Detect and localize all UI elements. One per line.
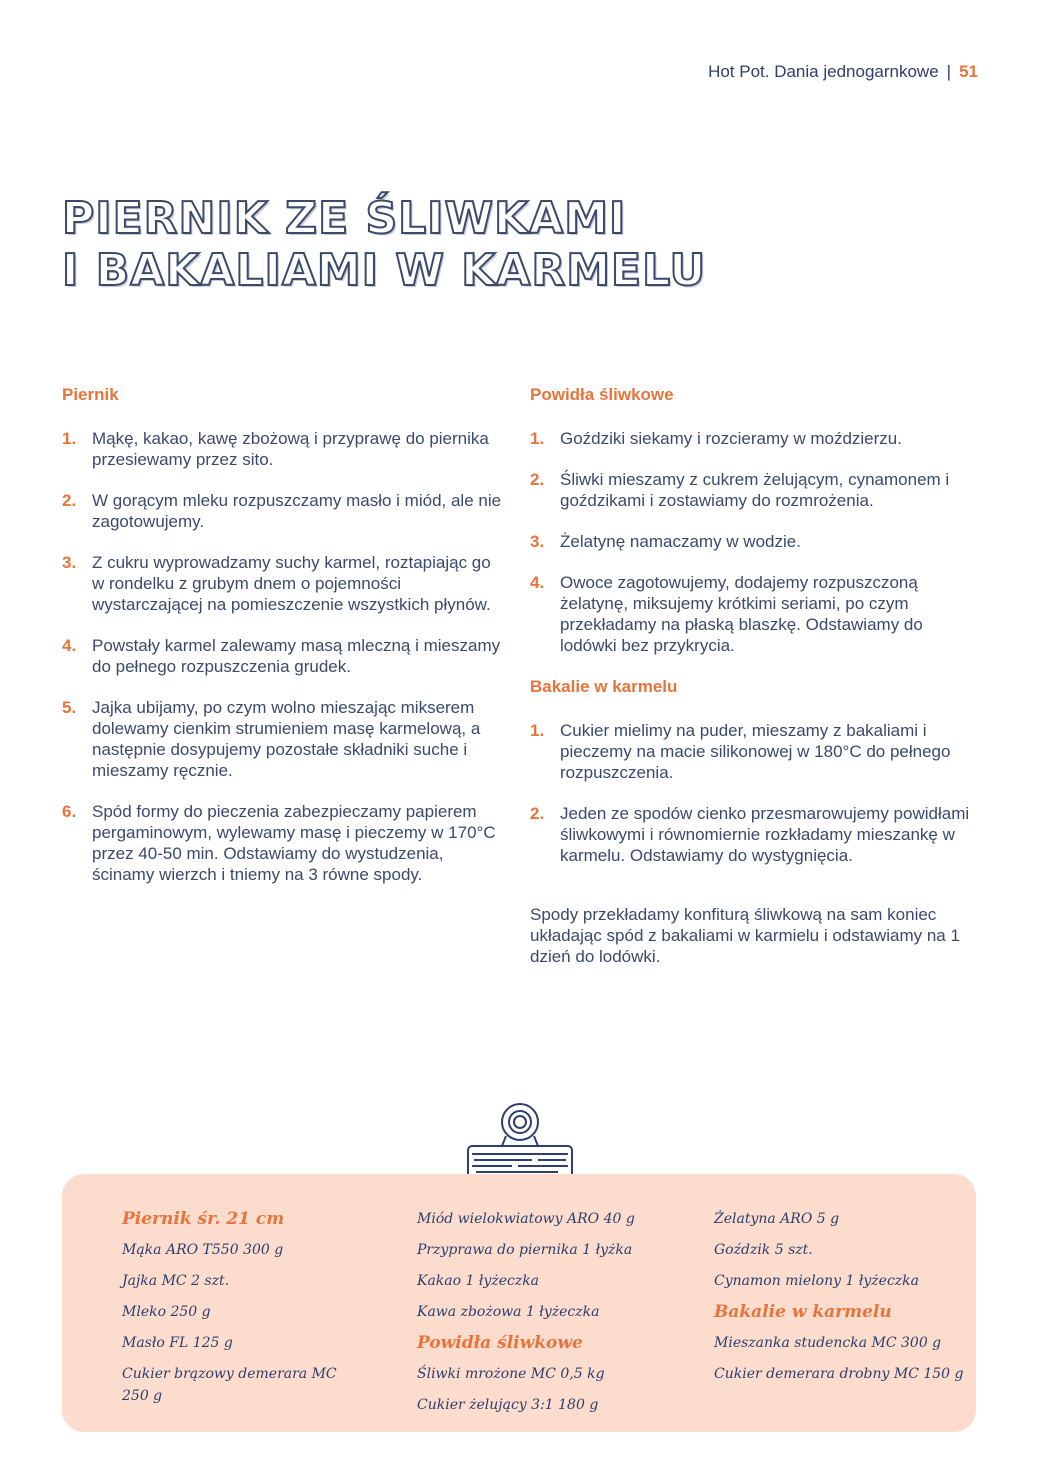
- header-separator: |: [946, 62, 952, 81]
- step: [530, 803, 975, 866]
- step-number: 1.: [530, 721, 545, 740]
- ingredients-column-1: [122, 1208, 352, 1416]
- step-number: 2.: [530, 804, 545, 823]
- step: [530, 572, 975, 656]
- closing-paragraph: Spody przekładamy konfiturą śliwkową na sam koniec układając spód z bakaliami w karmielu i odstawiamy na 1 dzień do lodówki.: [530, 905, 960, 966]
- step-number: 3.: [530, 532, 545, 551]
- step: [530, 531, 975, 552]
- step-text: Spód formy do pieczenia zabezpieczamy papierem pergaminowym, wylewamy masę i pieczemy w 170°C przez 40-50 min. Odstawiamy do wystudzenia, ścinamy wierzch i tniemy na 3 równe spody.: [92, 802, 496, 884]
- step-text: Z cukru wyprowadzamy suchy karmel, roztapiając go w rondelku z grubym dnem o pojemności wystarczającej na pomieszczenie wszystkich płynów.: [92, 553, 491, 614]
- ingredients-heading: Bakalie w karmelu: [714, 1302, 892, 1322]
- step-number: 1.: [62, 429, 77, 448]
- step-text: Goździki siekamy i rozcieramy w moździerzu.: [560, 429, 902, 448]
- ingredient-item: Miód wielokwiatowy ARO 40 g: [417, 1211, 635, 1227]
- page-header: [708, 62, 978, 82]
- ingredient-item: Cukier brązowy demerara MC 250 g: [122, 1366, 337, 1404]
- ingredient-item: Kakao 1 łyżeczka: [417, 1273, 540, 1289]
- step-number: 5.: [62, 698, 77, 717]
- ingredients-heading: Piernik śr. 21 cm: [122, 1209, 285, 1229]
- step-text: Śliwki mieszamy z cukrem żelującym, cynamonem i goździkami i zostawiamy do rozmrożenia.: [560, 470, 950, 510]
- step: [62, 697, 507, 781]
- ingredient-item: Mleko 250 g: [122, 1304, 211, 1320]
- ingredient-item: Żelatyna ARO 5 g: [714, 1211, 840, 1227]
- ingredients-heading: Powidła śliwkowe: [417, 1333, 583, 1353]
- step: [530, 428, 975, 449]
- step-number: 4.: [530, 573, 545, 592]
- left-column: [62, 384, 507, 905]
- ingredient-item: Kawa zbożowa 1 łyżeczka: [417, 1304, 600, 1320]
- step-number: 4.: [62, 636, 77, 655]
- step-number: 1.: [530, 429, 545, 448]
- steps-piernik: [62, 428, 507, 885]
- right-column: [530, 384, 975, 967]
- step: [62, 552, 507, 615]
- step: [62, 635, 507, 677]
- page-number: 51: [959, 62, 978, 81]
- book-title: Hot Pot. Dania jednogarnkowe: [708, 62, 939, 81]
- steps-powidla: [530, 428, 975, 656]
- step-text: Jeden ze spodów cienko przesmarowujemy powidłami śliwkowymi i równomiernie rozkładamy mieszankę w karmelu. Odstawiamy do wystygnięcia.: [560, 804, 970, 865]
- ingredients-box: [62, 1174, 976, 1432]
- binder-clip-icon: [462, 1098, 578, 1184]
- step: [62, 490, 507, 532]
- ingredient-item: Cukier demerara drobny MC 150 g: [714, 1366, 964, 1382]
- ingredient-item: Cynamon mielony 1 łyżeczka: [714, 1273, 919, 1289]
- step-number: 6.: [62, 802, 77, 821]
- step: [530, 720, 975, 783]
- step-text: Mąkę, kakao, kawę zbożową i przyprawę do piernika przesiewamy przez sito.: [92, 429, 489, 469]
- ingredient-item: Mąka ARO T550 300 g: [122, 1242, 284, 1258]
- step-number: 2.: [530, 470, 545, 489]
- ingredients-column-2: [417, 1208, 657, 1425]
- ingredient-item: Goździk 5 szt.: [714, 1242, 813, 1258]
- ingredient-item: Mieszanka studencka MC 300 g: [714, 1335, 942, 1351]
- recipe-title: [62, 193, 706, 297]
- recipe-title-line-2: I BAKALIAMI W KARMELU: [62, 245, 707, 296]
- step-text: Cukier mielimy na puder, mieszamy z bakaliami i pieczemy na macie silikonowej w 180°C do pełnego rozpuszczenia.: [560, 721, 951, 782]
- ingredient-item: Śliwki mrożone MC 0,5 kg: [417, 1366, 605, 1382]
- ingredient-item: Przyprawa do piernika 1 łyżka: [417, 1242, 633, 1258]
- step-text: Jajka ubijamy, po czym wolno mieszając mikserem dolewamy cienkim strumieniem masę karmelową, a następnie dosypujemy pozostałe składniki suche i mieszamy ręcznie.: [92, 698, 481, 780]
- step-number: 2.: [62, 491, 77, 510]
- section-heading-piernik: Piernik: [62, 385, 119, 404]
- step: [530, 469, 975, 511]
- ingredient-item: Jajka MC 2 szt.: [122, 1273, 230, 1289]
- ingredient-item: Masło FL 125 g: [122, 1335, 233, 1351]
- section-heading-bakalie: Bakalie w karmelu: [530, 677, 678, 696]
- step: [62, 428, 507, 470]
- recipe-title-line-1: PIERNIK ZE ŚLIWKAMI: [62, 193, 627, 244]
- step-text: Powstały karmel zalewamy masą mleczną i mieszamy do pełnego rozpuszczenia grudek.: [92, 636, 501, 676]
- step-text: Żelatynę namaczamy w wodzie.: [560, 532, 801, 551]
- section-heading-powidla: Powidła śliwkowe: [530, 385, 674, 404]
- step-text: Owoce zagotowujemy, dodajemy rozpuszczoną żelatynę, miksujemy krótkimi seriami, po czym przekładamy na płaską blaszkę. Odstawiamy do lodówki bez przykrycia.: [560, 573, 923, 655]
- step-number: 3.: [62, 553, 77, 572]
- ingredients-column-3: [714, 1208, 964, 1394]
- ingredient-item: Cukier żelujący 3:1 180 g: [417, 1397, 599, 1413]
- steps-bakalie: [530, 720, 975, 866]
- step: [62, 801, 507, 885]
- step-text: W gorącym mleku rozpuszczamy masło i miód, ale nie zagotowujemy.: [92, 491, 502, 531]
